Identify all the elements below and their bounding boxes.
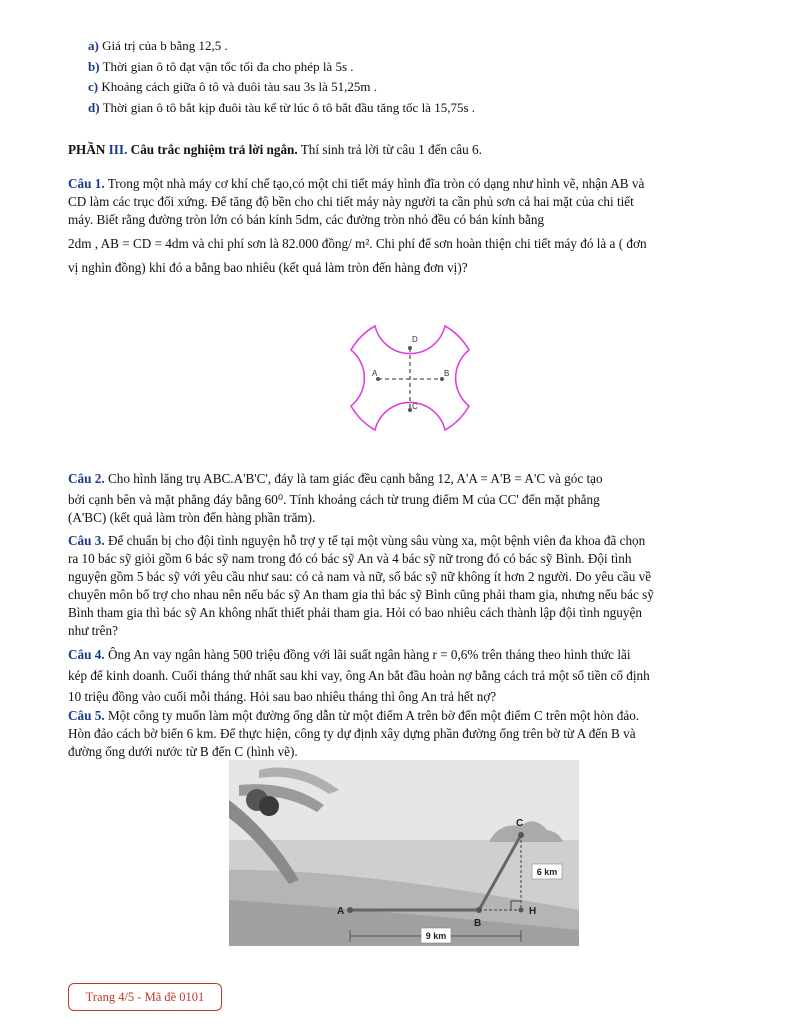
option-a: a) Giá trị của b bằng 12,5 . <box>88 38 228 53</box>
question-2: Câu 2. Cho hình lăng trụ ABC.A'B'C', đáy là tam giác đều cạnh bằng 12, A'A = A'B = A'C và góc tạo bởi cạnh bên và mặt phẳng đáy bằng 60⁰. Tính khoảng cách từ trung điểm M của CC' đến mặt phẳng (A'BC) (kết quả làm tròn đến hàng phần trăm). <box>68 471 603 525</box>
label-point-c: C <box>516 818 524 829</box>
label-point-b: B <box>474 918 482 929</box>
label-b: B <box>444 369 450 378</box>
disk-figure <box>320 296 500 458</box>
label-a: A <box>372 369 378 378</box>
option-b: b) Thời gian ô tô đạt vận tốc tối đa cho phép là 5s . <box>88 59 354 74</box>
label-d: D <box>412 335 418 344</box>
option-c: c) Khoảng cách giữa ô tô và đuôi tàu sau 3s là 51,25m . <box>88 79 378 94</box>
question-4: Câu 4. Ông An vay ngân hàng 500 triệu đồng với lãi suất ngân hàng r = 0,6% trên tháng theo hình thức lãi kép để kinh doanh. Cuối tháng thứ nhất sau khi vay, ông An bắt đầu hoàn nợ bằng cách trả một số tiền cố định 10 triệu đồng vào cuối mỗi tháng. Hỏi sau bao nhiêu tháng thì ông An trả hết nợ? <box>68 647 650 704</box>
label-9km: 9 km <box>425 931 447 941</box>
page-footer: Trang 4/5 - Mã đề 0101 <box>68 983 222 1011</box>
island-figure <box>229 760 579 946</box>
option-d: d) Thời gian ô tô bắt kịp đuôi tàu kể từ lúc ô tô bắt đầu tăng tốc là 15,75s . <box>88 100 476 115</box>
label-point-h: H <box>529 906 537 917</box>
question-3: Câu 3. Để chuẩn bị cho đội tình nguyện hỗ trợ y tế tại một vùng sâu vùng xa, một bệnh viên đa khoa đã chọn ra 10 bác sỹ giỏi gồm 6 bác sỹ nam trong đó có bác sỹ An và 4 bác sỹ nữ trong đó có bác sỹ Bình. Đội tình nguyện gồm 5 bác sỹ với yêu cầu như sau: có cả nam và nữ, số bác sỹ nữ không ít hơn 2 người. Do yêu cầu về chuyên môn bổ trợ cho nhau nên nếu bác sỹ An tham gia thì bác sỹ Bình cũng phải tham gia, nhưng nếu bác sỹ Bình tham gia thì bác sỹ An không nhất thiết phải tham gia. Hỏi có bao nhiêu cách thành lập đội tình nguyện như trên? <box>68 533 654 638</box>
section-header: PHẦN III. Câu trắc nghiệm trả lời ngắn. Thí sinh trả lời từ câu 1 đến câu 6. <box>68 142 482 157</box>
question-5: Câu 5. Một công ty muốn làm một đường ống dẫn từ một điểm A trên bờ đến một điểm C trên một hòn đảo. Hòn đảo cách bờ biển 6 km. Để thực hiện, công ty dự định xây dựng phần đường ống trên bờ từ A đến B và đường ống dưới nước từ B đến C (hình vẽ). <box>68 708 640 759</box>
label-point-a: A <box>337 906 345 917</box>
label-6km: 6 km <box>536 867 558 877</box>
question-1: Câu 1. Trong một nhà máy cơ khí chế tạo,có một chi tiết máy hình đĩa tròn có dạng như hình vẽ, nhận AB và CD làm các trục đối xứng. Để tăng độ bền cho chi tiết máy này người ta cần phủ sơn cả hai mặt của chi tiết máy. Biết rằng đường tròn lớn có bán kính 5dm, các đường tròn nhỏ đều có bán kính bằng 2dm , AB = CD = 4dm và chi phí sơn là 82.000 đồng/ m². Chi phí để sơn hoàn thiện chi tiết máy đó là a ( đơn vị nghìn đồng) khi đó a bằng bao nhiêu (kết quả làm tròn đến hàng đơn vị)? <box>68 176 647 275</box>
label-c: C <box>412 402 418 411</box>
